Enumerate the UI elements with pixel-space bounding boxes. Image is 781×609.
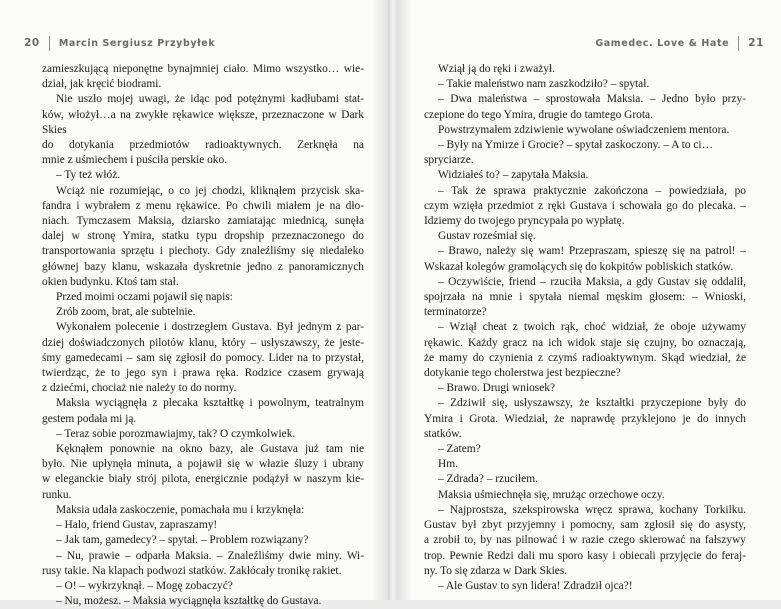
text-line: – Zdziwił się, usłyszawszy, że kształtki przyczepione były do [438, 397, 746, 410]
text-line: czym wzięła przedmiot z ręki Gustava i schowała go do plecaka. – [424, 199, 746, 212]
text-line: ków, włożył…a na zwykłe rękawice większe, przeznaczone w Dark Skies [42, 108, 364, 136]
text-line: Maksia udała zaskoczenie, pomachała mu i krzyknęła: [56, 503, 305, 516]
text-line: twierdząc, że to jego syn i prawa ręka. Rodzice czasem grywają [42, 367, 364, 380]
text-line: Gustav roześmiał się. [438, 230, 536, 243]
left-page [0, 0, 388, 608]
text-line: – Halo, friend Gustav, zapraszamy! [56, 519, 218, 532]
text-line: dotykanie tego cholerstwa jest bezpieczne? [424, 367, 621, 380]
left-running-head [24, 36, 215, 51]
right-page-number: 21 [748, 37, 764, 49]
right-page [398, 0, 781, 600]
book-gutter [388, 0, 398, 600]
text-line: – Zatem? [438, 443, 481, 456]
text-line: Wciąż nie rozumiejąc, o co jej chodzi, kliknąłem przycisk ska- [56, 184, 364, 197]
text-line: – Dwa maleństwa – sprostowała Maksia. – Jedno było przy- [438, 93, 746, 106]
text-line: – Najprostsza, szekspirowska wręcz sprawa, kochany Torkilku. [438, 503, 746, 516]
text-line: głównej bazy klanu, wskazała dyskretnie jedno z panoramicznych [42, 260, 364, 273]
right-page-spine-shadow [398, 0, 412, 600]
text-line: a zrobił to, by nas pilnować i w razie czego skierować na fałszywy [424, 534, 746, 547]
text-line: rusy takie. Na klapach podwozi statków. Zakłócały tronikę rakiet. [42, 564, 342, 577]
text-line: Wykonałem polecenie i dostrzegłem Gustava. Był jednym z par- [56, 321, 364, 334]
text-line: Maksia uśmiechnęła się, mrużąc orzechowe oczy. [438, 488, 665, 501]
text-line: spryciarze. [424, 154, 474, 167]
text-line: – Jak tam, gamedecy? – spytał. – Problem rozwiązany? [56, 534, 309, 547]
left-book-author: Marcin Sergiusz Przybyłek [58, 38, 216, 49]
text-line: Powstrzymałem zdziwienie wywołane oświadczeniem mentora. [438, 123, 730, 136]
text-line: okien budynku. Ktoś tam stał. [42, 275, 179, 288]
text-line: rękawic. Każdy gracz na ich widok staje się czujny, bo oznaczają, [424, 336, 746, 349]
text-line: trop. Pewnie Redzi dali mu sporo kasy i obiecali przyjęcie do feraj- [424, 549, 746, 562]
text-line: – O! – wykrzyknął. – Mogę zobaczyć? [56, 579, 233, 592]
text-line: – Brawo. Drugi wniosek? [438, 382, 556, 395]
text-line: – Ale Gustav to syn lidera! Zdradził ojca?! [438, 579, 633, 592]
text-line: mnie z uśmiechem i puściła perskie oko. [42, 154, 228, 167]
text-line: Gustav był zbyt przyjemny i pomocny, sam zgłosił się do asysty, [424, 519, 746, 532]
text-line: fandra i wybrałem z menu rękawice. Po chwili miałem je na dło- [42, 199, 364, 212]
text-line: Maksia wyciągnęła z plecaka kształtkę i powolnym, teatralnym [56, 397, 364, 410]
right-page-text [424, 62, 746, 594]
right-book-title: Gamedec. Love & Hate [595, 38, 730, 49]
text-line: terminatorze? [424, 306, 487, 319]
text-line: – Oczywiście, friend – rzuciła Maksia, a gdy Gustav się oddalił, [438, 275, 746, 288]
text-line: Zrób zoom, brat, ale subtelnie. [56, 306, 196, 319]
text-line: Idziemy do twojego pryncypała po wypłatę. [424, 215, 625, 228]
text-line: Nie uszło mojej uwagi, że idąc pod potężnymi kadłubami stat- [56, 93, 364, 106]
text-line: – Nu, prawie – odparła Maksia. – Znaleźliśmy dwie miny. Wi- [56, 549, 364, 562]
text-line: – Takie maleństwo nam zaszkodziło? – spytał. [438, 78, 650, 91]
text-line: Przed moimi oczami pojawił się napis: [56, 291, 233, 304]
text-line: spojrzała na mnie i spytała niemal męskim głosem: – Wnioski, [424, 291, 746, 304]
text-line: – Zdrada? – rzuciłem. [438, 473, 538, 486]
text-line: Widziałeś to? – zapytała Maksia. [438, 169, 589, 182]
left-page-number: 20 [24, 37, 40, 49]
text-line: – Ty też włóż. [56, 169, 121, 182]
text-line: śmy gamedecami – sam się zgłosił do pomocy. Lider na to przystał, [42, 351, 364, 364]
text-line: zamieszkującą nieponętne bynajmniej ciało. Mimo wszystko… wie- [42, 63, 364, 75]
text-line: – Tak że sprawa praktycznie zakończona – powiedziała, po [438, 184, 746, 197]
text-line: dalej w stronę Ymira, statku typu dropship przeznaczonego do [42, 230, 364, 243]
text-line: do dotykania przedmiotów radioaktywnych. Zerknęła na [42, 139, 364, 152]
text-line: Ymira i Grota. Wiedział, że naprawdę przyklejono je do innych [424, 412, 746, 425]
text-line: transportowania sprzętu i piechoty. Gdy znaleźliśmy się niedaleko [42, 245, 364, 258]
left-page-spine-shadow [372, 0, 388, 600]
header-divider [738, 36, 739, 51]
text-line: z dziećmi, chociaż nie należy to do normy. [42, 382, 237, 395]
text-line: ny. To się zdarza w Dark Skies. [424, 564, 568, 577]
text-line: gestem podała mi ją. [42, 412, 137, 425]
right-running-head [595, 36, 764, 51]
header-divider [49, 36, 50, 51]
text-line: statków. [424, 427, 462, 440]
text-line: Hm. [438, 458, 458, 471]
text-line: runku. [42, 488, 72, 501]
text-line: że mamy do czynienia z czymś radioaktywnym. Skąd wiedział, że [424, 351, 746, 364]
text-line: niach. Tymczasem Maksia, dziarsko zamiatając miednicą, sunęła [42, 215, 364, 228]
text-line: Kęknąłem ponownie na okno bazy, ale Gustava już tam nie [56, 443, 364, 456]
text-line: – Nu, możesz. – Maksia wyciągnęła kształtkę do Gustava. [56, 595, 322, 608]
text-line: dział, jak kręcić biodrami. [42, 78, 162, 91]
left-page-text [42, 62, 364, 609]
text-line: czepione do tego Ymira, drugie do tamtego Grota. [424, 108, 653, 121]
text-line: – Teraz sobie porozmawiajmy, tak? O czymkolwiek. [56, 427, 296, 440]
text-line: Wskazał kolegów gramolących się do kokpitów pobliskich statków. [424, 260, 734, 273]
text-line: – Brawo, należy się wam! Przepraszam, spieszę się na patrol! – [438, 245, 746, 258]
text-line: Wziął ją do ręki i zważył. [438, 63, 556, 75]
text-line: dziej doświadczonych pilotów klanu, który – usłyszawszy, że jeste- [42, 336, 364, 349]
text-line: w eleganckie biały strój pilota, energicznie podążył w naszym kie- [42, 473, 364, 486]
text-line: było. Nie upłynęła minuta, a pojawił się w włazie śluzy i ubrany [42, 458, 364, 471]
text-line: – Były na Ymirze i Grocie? – spytał zaskoczony. – A to ci… [438, 139, 713, 152]
text-line: – Wziął cheat z twoich rąk, choć widział, że oboje używamy [438, 321, 746, 334]
